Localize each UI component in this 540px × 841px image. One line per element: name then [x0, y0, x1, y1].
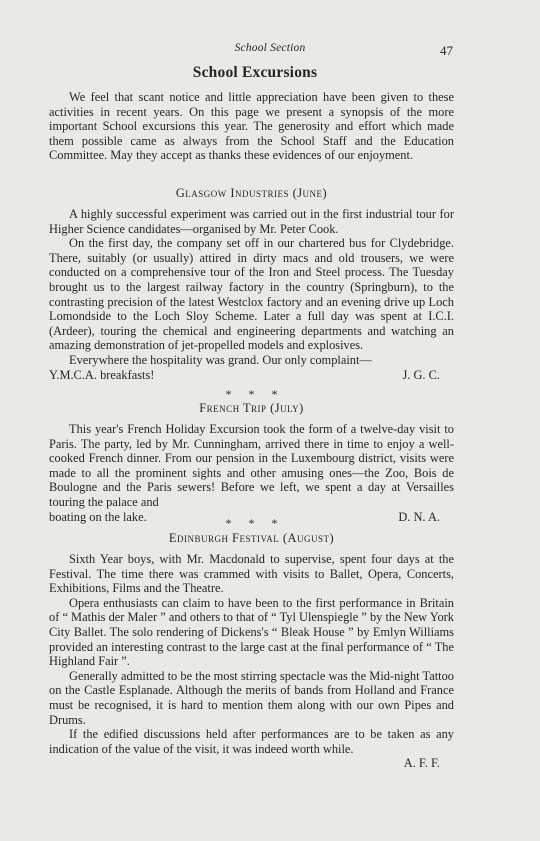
section-heading: French Trip (July) — [199, 401, 304, 415]
separator-stars: * * * — [225, 387, 278, 401]
section-paragraph: Sixth Year boys, with Mr. Macdonald to supervise, spent four days at the Festival. The time there was crammed with visits to Ballet, Opera, Concerts, Exhibitions, Films and the Theatre. — [49, 552, 454, 596]
section-edinburgh — [49, 531, 454, 771]
section-paragraph: Generally admitted to be the most stirring spectacle was the Mid-night Tattoo on the Castle Esplanade. Although the merits of bands from Holland and France must be recognised, it is hard to mention them along with our own Pipes and Drums. — [49, 668, 454, 727]
section-french — [49, 401, 454, 524]
signature: A. F. F. — [403, 756, 440, 771]
section-paragraph: Opera enthusiasts can claim to have been to the first performance in Britain of “ Mathis der Maler ” and others to that of “ Tyl Ulenspiegle ” by the New York City Ballet. The solo rendering of Dickens's “ Bleak House ” by Emlyn Williams provided an interesting contrast to the large cast at the final performance of “ The Highland Fair ”. — [49, 595, 454, 669]
running-header: School Section — [234, 42, 306, 54]
closing-text: Y.M.C.A. breakfasts! — [49, 367, 155, 382]
section-paragraph: This year's French Holiday Excursion took the form of a twelve-day visit to Paris. The party, led by Mr. Cunningham, arrived there in time to enjoy a well-cooked French dinner. From our pension in the Luxembourg district, visits were made to all the prominent sights and other amusing ones—the Zoo, Bois de Boulogne and the Paris sewers! Before we left, we spent a day at Versailles touring the palace and — [49, 422, 454, 509]
page-number: 47 — [440, 43, 453, 58]
signature: J. G. C. — [402, 367, 440, 382]
page-title: School Excursions — [192, 64, 318, 81]
section-heading: Edinburgh Festival (August) — [168, 531, 335, 545]
section-paragraph: Everywhere the hospitality was grand. Our only complaint— — [69, 352, 372, 367]
closing-text: boating on the lake. — [49, 509, 147, 524]
section-paragraph: If the edified discussions held after performances are to be taken as any indication of the value of the visit, it was indeed worth while. — [49, 727, 454, 756]
signature: D. N. A. — [398, 509, 440, 524]
section-glasgow — [49, 186, 454, 382]
section-paragraph: A highly successful experiment was carried out in the first industrial tour for Higher Science candidates—organised by Mr. Peter Cook. — [49, 207, 454, 236]
separator-stars: * * * — [225, 516, 278, 530]
section-paragraph: On the first day, the company set off in our chartered bus for Clydebridge. There, suitably (or usually) attired in dirty macs and old trousers, we were conducted on a comprehensive tour of the Iron and Steel process. The Tuesday brought us to the largest railway factory in the country (Springburn), to the contrasting precision of the latest Westclox factory and an evening drive up Loch Lomondside to the Loch Sloy Scheme. Later a full day was spent at I.C.I. (Ardeer), touring the chemical and engineering departments and watching an amazing demonstration of jet-propelled models and explosives. — [49, 236, 454, 353]
intro-block — [49, 90, 454, 163]
section-heading: Glasgow Industries (June) — [175, 186, 328, 200]
intro-paragraph: We feel that scant notice and little appreciation have been given to these activities in recent years. On this page we present a synopsis of the more important School excursions this year. The generosity and effort which made them possible came as always from the School Staff and the Education Committee. May they accept as thanks these evidences of our enjoyment. — [49, 90, 454, 163]
closing-line — [49, 368, 454, 383]
